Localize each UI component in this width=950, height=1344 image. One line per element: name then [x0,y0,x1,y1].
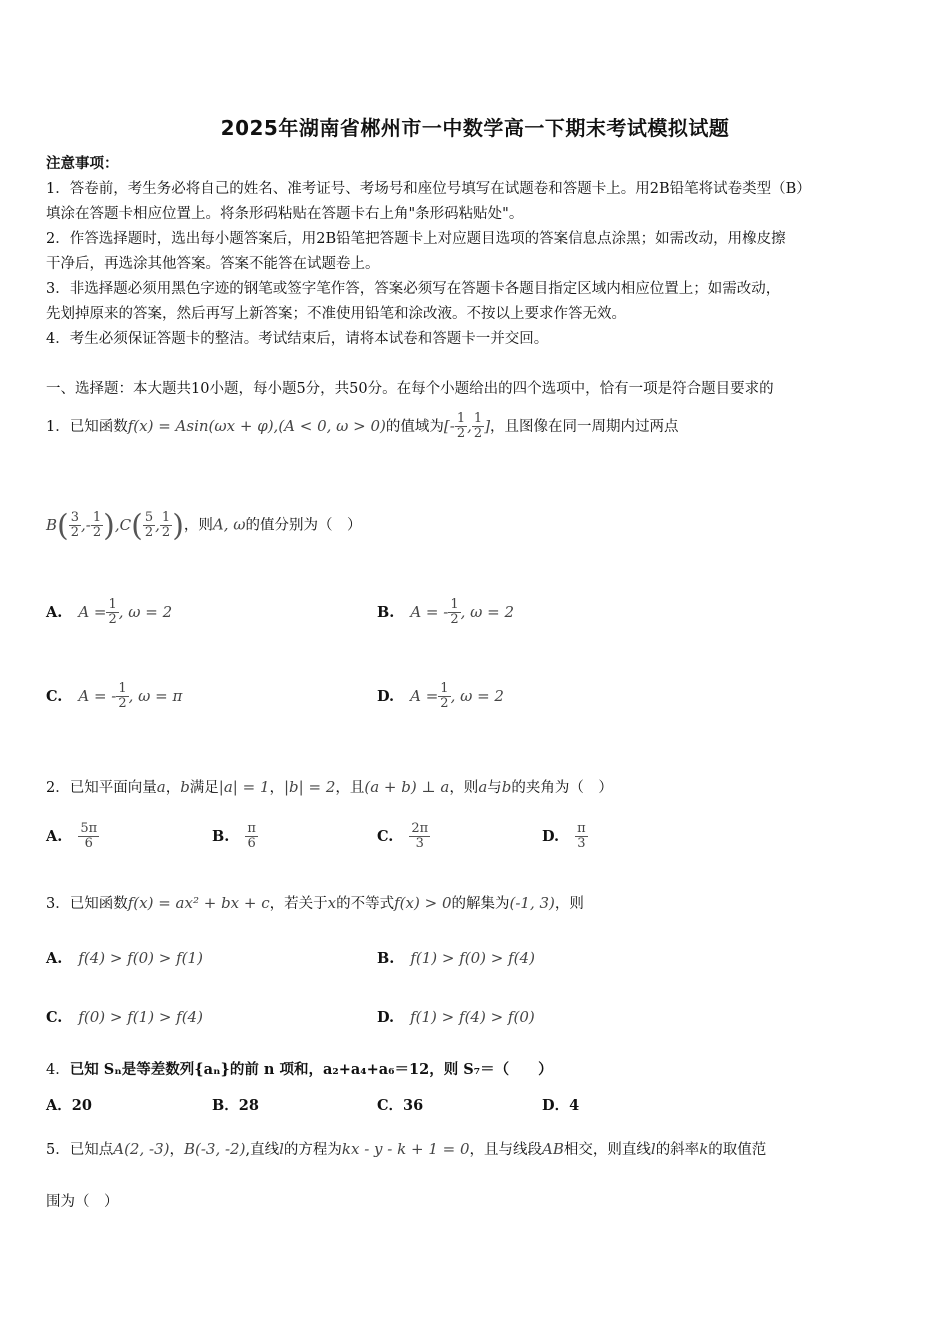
question-text: 的方程为 [283,1142,342,1158]
question-text: 满足 [189,780,219,796]
denominator: 3 [575,836,588,851]
q3-option-b[interactable] [377,949,535,967]
denominator: 2 [450,612,459,628]
q2-option-d[interactable] [542,822,588,852]
fraction [69,511,81,541]
q2-option-a[interactable] [46,822,99,852]
denominator: 6 [78,836,99,851]
numerator: 1 [161,509,171,525]
question-1-stem [46,412,679,442]
math-expression: b [501,778,512,796]
q4-option-c[interactable] [377,1094,423,1115]
numerator: 1 [456,411,466,426]
fraction [455,412,467,442]
question-text: ，且与线段 [469,1142,543,1158]
fraction [575,822,588,852]
option-value: 36 [403,1097,424,1114]
q3-option-a[interactable] [46,949,203,967]
question-text: 的值分别为（ ） [245,517,362,534]
q4-option-d[interactable] [542,1094,579,1115]
option-label: D. [542,827,560,845]
notice-line: 1．答卷前，考生务必将自己的姓名、准考证号、考场号和座位号填写在试题卷和答题卡上。用2B铅笔将试卷类型（B） [46,181,811,197]
q3-option-d[interactable] [377,1008,535,1026]
math-expression: |b| = 2 [284,778,336,796]
question-text: 已知平面向量 [69,780,157,796]
option-label: C. [46,687,63,705]
math-expression: f(1) > f(4) > f(0) [410,1008,535,1026]
math-sep: ,- [81,515,91,534]
fraction [91,511,103,541]
question-number: 3． [46,896,70,912]
option-label: A． [46,1097,72,1114]
numerator: π [577,821,586,836]
question-text: 的斜率 [655,1142,700,1158]
option-label: B. [212,827,230,845]
option-value: 4 [569,1097,580,1114]
option-label: D． [542,1097,570,1114]
question-text: 的值域为 [385,418,444,435]
denominator: 2 [92,525,102,540]
question-1-points [46,508,362,543]
numerator: 1 [450,597,459,612]
question-text: 的解集为 [451,896,510,912]
math-expression: f(x) = ax² + bx + c [127,894,270,912]
question-text: ,直线 [245,1142,280,1158]
math-expression: AB [542,1140,564,1158]
point-label: ,C [114,515,132,534]
question-text: ，且 [335,780,365,796]
option-label: B. [377,603,395,621]
option-label: B. [377,950,395,967]
numerator: π [247,821,256,836]
math-expression: kx - y - k + 1 = 0 [341,1140,470,1158]
numerator: 5 [144,509,154,525]
denominator: 2 [108,612,117,628]
option-label: C． [377,1097,404,1114]
q1-option-a[interactable] [46,598,172,628]
question-5-stem [46,1138,766,1159]
question-text: 与 [487,780,502,796]
question-text: 相交，则直线 [563,1142,651,1158]
q2-option-b[interactable] [212,822,258,852]
option-label: A. [46,950,63,967]
fraction [438,682,450,712]
question-text: 的取值范 [708,1142,767,1158]
option-label: A. [46,827,63,845]
notice-heading: 注意事项： [46,155,119,172]
math-expression: , ω = 2 [450,686,504,705]
option-value: 20 [71,1097,92,1114]
math-expression: f(x) > 0 [394,894,452,912]
fraction [448,598,460,628]
question-text: 已知 Sₙ是等差数列{aₙ}的前 n 项和，a₂+a₄+a₆＝12，则 S₇＝（ ） [69,1061,553,1078]
denominator: 2 [456,426,466,442]
notice-line: 3．非选择题必须用黑色字迹的钢笔或签字笔作答，答案必须写在答题卡各题目指定区域内相应位置上；如需改动， [46,281,781,297]
notice-line: 2．作答选择题时，选出每小题答案后，用2B铅笔把答题卡上对应题目选项的答案信息点涂黑；如需改动，用橡皮擦 [46,231,786,247]
option-label: A. [46,603,63,621]
math-expression: , ω = π [128,686,183,705]
notice-line: 4．考生必须保证答题卡的整洁。考试结束后，请将本试卷和答题卡一并交回。 [46,331,549,347]
math-expression: x [327,894,337,912]
math-expression: (a + b) ⊥ a [364,778,450,796]
math-expression: f(x) = Asin(ωx + φ),(A < 0, ω > 0) [127,416,386,435]
question-text: ，则 [183,517,213,534]
notice-line: 填涂在答题卡相应位置上。将条形码粘贴在答题卡右上角"条形码粘贴处"。 [46,206,524,222]
point-label: B [46,515,58,534]
math-expression: A = - [410,602,449,621]
question-text: ，则 [554,896,584,912]
fraction [160,511,172,541]
question-number: 2． [46,780,70,796]
math-expression: , ω = 2 [118,602,173,621]
question-5-continued: 围为（ ） [46,1194,119,1210]
numerator: 3 [70,509,80,525]
numerator: 1 [118,681,127,696]
question-text: 的夹角为（ ） [511,780,613,796]
denominator: 6 [245,836,258,851]
math-expression: f(0) > f(1) > f(4) [78,1008,203,1026]
math-expression: l [279,1140,284,1158]
math-expression: A = - [78,686,117,705]
question-text: ，则 [449,780,479,796]
math-expression: b [180,778,190,796]
numerator: 2π [411,821,429,836]
question-number: 4． [46,1062,70,1078]
numerator: 1 [440,681,449,696]
math-expression: a [478,778,488,796]
fraction [245,822,258,852]
option-label: D. [377,1009,395,1026]
option-label: C. [377,827,394,845]
math-sep: , [467,416,472,435]
math-range [443,411,491,442]
math-bracket: [- [443,416,455,435]
question-text: ，且图像在同一周期内过两点 [490,418,679,435]
math-points: B( $\frac{3}{2}$ ,- $\frac{1}{2}$ ),C( $\frac{5}{2}$ , $\frac{1}{2}$ ) [46,508,184,543]
math-expression: , ω = 2 [460,602,515,621]
question-text: 已知点 [69,1142,114,1158]
option-value: 28 [238,1097,259,1114]
math-expression: A(2, -3) [113,1140,170,1158]
fraction [106,598,118,628]
fraction [472,412,484,442]
question-text: ，若关于 [269,896,328,912]
fraction [409,822,430,852]
q1-option-d[interactable] [377,682,504,712]
option-label: B． [212,1097,239,1114]
question-text: ， [165,780,181,796]
denominator: 2 [118,696,127,712]
q1-option-b[interactable] [377,598,514,628]
q2-option-c[interactable] [377,822,430,852]
math-expression: A = [410,686,439,705]
math-expression: A, ω [212,515,246,534]
numerator: 1 [92,509,102,525]
page-title: 2025年湖南省郴州市一中数学高一下期末考试模拟试题 [220,116,730,140]
denominator: 3 [409,836,430,851]
option-label: D. [377,687,395,705]
math-expression: a [156,778,166,796]
option-label: C. [46,1009,63,1026]
math-expression: |a| = 1 [218,778,270,796]
section-heading: 一、选择题：本大题共10小题，每小题5分，共50分。在每个小题给出的四个选项中，恰有一项是符合题目要求的 [46,381,774,397]
numerator: 5π [80,821,98,836]
q4-option-a[interactable] [46,1094,92,1115]
math-expression: (-1, 3) [509,894,555,912]
math-sep: , [155,515,160,534]
fraction [143,511,155,541]
fraction [116,682,128,712]
denominator: 2 [144,525,154,540]
question-3-stem [46,892,584,913]
q3-option-c[interactable] [46,1008,203,1026]
q4-option-b[interactable] [212,1094,259,1115]
math-expression: l [650,1140,656,1158]
denominator: 2 [161,525,171,540]
numerator: 1 [108,597,117,612]
denominator: 2 [473,426,483,442]
question-text: ， [269,780,284,796]
question-number: 1． [46,418,70,435]
question-4-stem [46,1058,553,1079]
notice-line: 干净后，再选涂其他答案。答案不能答在试题卷上。 [46,256,380,272]
math-expression: f(1) > f(0) > f(4) [410,949,535,967]
math-expression: A = [78,602,107,621]
question-number: 5． [46,1142,70,1158]
math-expression: f(4) > f(0) > f(1) [78,949,203,967]
question-text: 的不等式 [336,896,395,912]
question-2-stem [46,776,613,797]
denominator: 2 [70,525,80,540]
question-text: 已知函数 [69,418,128,435]
math-bracket: ] [484,416,491,435]
math-expression: B(-3, -2) [183,1140,246,1158]
denominator: 2 [440,696,449,712]
notice-line: 先划掉原来的答案，然后再写上新答案；不准使用铅笔和涂改液。不按以上要求作答无效。 [46,306,626,322]
fraction [78,822,99,852]
q1-option-c[interactable] [46,682,182,712]
numerator: 1 [473,411,483,426]
math-expression: k [699,1140,709,1158]
question-text: ， [169,1142,184,1158]
question-text: 已知函数 [69,896,128,912]
